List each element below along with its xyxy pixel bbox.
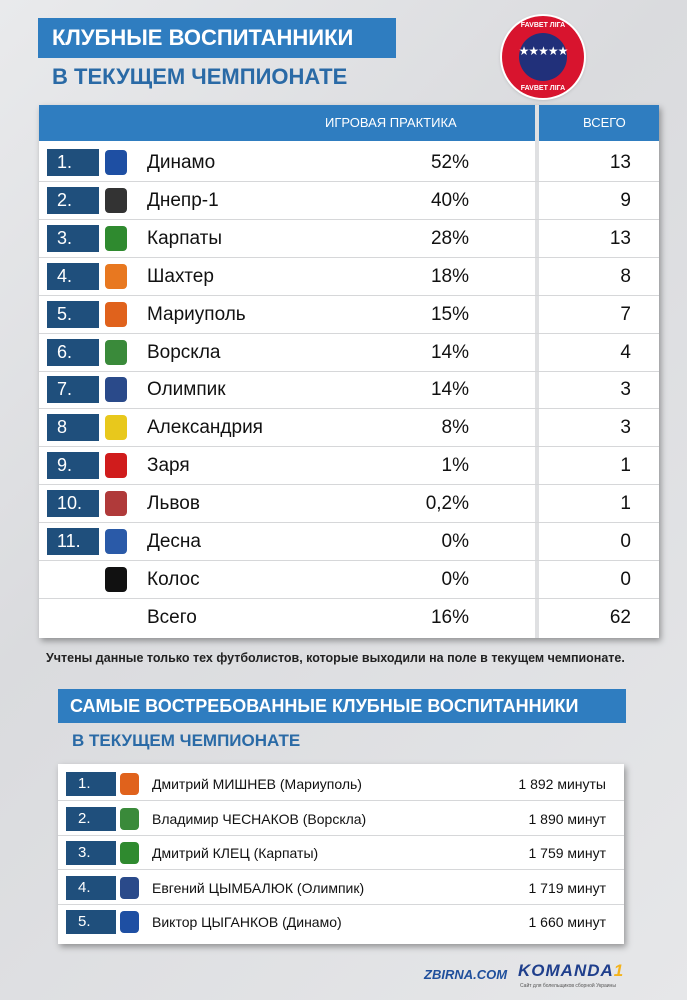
page-subtitle: В ТЕКУЩЕМ ЧЕМПИОНАТЕ	[52, 64, 348, 89]
page-title: КЛУБНЫЕ ВОСПИТАННИКИ	[38, 18, 396, 58]
rank-badge: 5.	[47, 301, 99, 328]
practice-value: 15%	[430, 303, 469, 325]
practice-value: 14%	[430, 379, 469, 401]
oleksandriya-crest	[105, 415, 127, 440]
table-row	[39, 220, 659, 258]
player-name: Дмитрий МИШНЕВ (Мариуполь)	[152, 776, 362, 792]
table-header	[39, 105, 535, 141]
rank-badge: 1.	[66, 772, 116, 796]
rank-badge: 7.	[47, 376, 99, 403]
practice-value: 0%	[441, 531, 469, 552]
table-row	[39, 447, 659, 485]
table-row	[39, 144, 659, 182]
table-row	[39, 409, 659, 447]
col-header-practice: ИГРОВАЯ ПРАКТИКА	[325, 115, 457, 130]
player-row	[58, 767, 624, 801]
rank-badge: 11.	[47, 528, 99, 555]
table-row	[39, 523, 659, 561]
total-value: 4	[620, 341, 631, 363]
stars-icon: ★★★★★	[518, 44, 568, 58]
table-row	[39, 334, 659, 372]
team-name: Карпаты	[147, 227, 222, 249]
logo-text-bottom: FAVBET ЛІГА	[520, 85, 566, 92]
table-row	[39, 371, 659, 409]
komanda-logo	[518, 961, 624, 981]
team-name: Шахтер	[147, 265, 214, 287]
footnote: Учтены данные только тех футболистов, которые выходили на поле в текущем чемпионате.	[46, 651, 625, 665]
rank-badge: 6.	[47, 339, 99, 366]
total-value: 13	[609, 227, 631, 249]
table-row	[39, 296, 659, 334]
table-row	[39, 182, 659, 220]
rank-badge: 8	[47, 414, 99, 441]
rank-badge: 3.	[47, 225, 99, 252]
mariupol-crest	[120, 773, 139, 795]
practice-value: 52%	[430, 152, 469, 173]
team-name: Динамо	[147, 152, 216, 173]
komanda-number: 1	[613, 961, 625, 980]
practice-value: 28%	[430, 227, 469, 249]
karpaty-crest	[120, 842, 139, 864]
minutes-value: 1 759 минут	[528, 845, 606, 861]
rank-badge: 3.	[66, 841, 116, 865]
section2-subtitle: В ТЕКУЩЕМ ЧЕМПИОНАТЕ	[72, 731, 301, 750]
team-name: Ворскла	[147, 341, 221, 363]
rank-badge: 2.	[66, 807, 116, 831]
dnipro-crest	[105, 188, 127, 213]
player-name: Евгений ЦЫМБАЛЮК (Олимпик)	[152, 879, 365, 896]
team-name: Десна	[147, 531, 201, 552]
rank-badge: 4.	[47, 263, 99, 290]
practice-value: 0%	[441, 568, 469, 590]
kolos-crest	[105, 567, 127, 592]
table-row	[39, 561, 659, 599]
desna-crest	[105, 529, 127, 554]
minutes-value: 1 892 минуты	[518, 776, 606, 792]
minutes-value: 1 719 минут	[528, 879, 606, 896]
komanda-text: KOMANDA	[518, 961, 614, 980]
olimpik-crest	[120, 877, 139, 899]
table-row	[39, 599, 659, 637]
olimpik-crest	[105, 377, 127, 402]
zorya-crest	[105, 453, 127, 478]
rank-badge: 4.	[66, 876, 116, 900]
total-value: 8	[620, 265, 631, 287]
dynamo-crest	[120, 911, 139, 933]
practice-value: 40%	[430, 189, 469, 211]
player-name: Владимир ЧЕСНАКОВ (Ворскла)	[152, 810, 367, 827]
rank-badge: 9.	[47, 452, 99, 479]
favbet-liga-logo	[502, 16, 584, 98]
practice-value: 0,2%	[425, 493, 469, 515]
shakhtar-crest	[105, 264, 127, 289]
practice-value: 8%	[441, 417, 469, 439]
lviv-crest	[105, 491, 127, 516]
team-name: Днепр-1	[147, 189, 219, 211]
player-row	[58, 905, 624, 939]
table-header-total	[539, 105, 659, 141]
total-value: 3	[620, 379, 631, 401]
total-value: 7	[620, 303, 631, 325]
total-value: 1	[620, 493, 631, 515]
team-name: Заря	[147, 455, 190, 477]
mariupol-crest	[105, 302, 127, 327]
total-value: 0	[620, 568, 631, 590]
practice-value: 16%	[430, 606, 469, 628]
total-value: 1	[620, 455, 631, 477]
logo-text-top: FAVBET ЛІГА	[520, 22, 566, 29]
team-name: Александрия	[147, 417, 263, 439]
player-row	[58, 802, 624, 836]
team-name: Мариуполь	[147, 303, 246, 325]
rank-badge: 2.	[47, 187, 99, 214]
vorskla-crest	[120, 808, 139, 830]
minutes-value: 1 890 минут	[528, 810, 606, 827]
practice-value: 1%	[441, 455, 469, 477]
rank-badge: 5.	[66, 910, 116, 934]
table-row	[39, 485, 659, 523]
practice-value: 18%	[430, 265, 469, 287]
total-value: 3	[620, 417, 631, 439]
clubs-table	[39, 105, 659, 638]
team-name: Колос	[147, 568, 200, 590]
team-name: Всего	[147, 606, 197, 628]
table-row	[39, 258, 659, 296]
col-header-total: ВСЕГО	[583, 115, 626, 130]
komanda-tagline: Сайт для болельщиков сборной Украины	[520, 983, 616, 989]
team-name: Олимпик	[147, 379, 226, 401]
total-value: 0	[620, 531, 631, 552]
player-row	[58, 836, 624, 870]
player-name: Виктор ЦЫГАНКОВ (Динамо)	[152, 914, 342, 930]
rank-badge: 10.	[47, 490, 99, 517]
karpaty-crest	[105, 226, 127, 251]
player-row	[58, 871, 624, 905]
zbirna-logo: ZBIRNA.COM	[424, 967, 508, 982]
players-table	[58, 764, 624, 944]
dynamo-crest	[105, 150, 127, 175]
total-value: 62	[609, 606, 631, 628]
team-name: Львов	[147, 493, 200, 515]
minutes-value: 1 660 минут	[528, 914, 606, 930]
player-name: Дмитрий КЛЕЦ (Карпаты)	[152, 845, 319, 861]
total-value: 9	[620, 189, 631, 211]
practice-value: 14%	[430, 341, 469, 363]
total-value: 13	[609, 152, 631, 173]
vorskla-crest	[105, 340, 127, 365]
section2-title: САМЫЕ ВОСТРЕБОВАННЫЕ КЛУБНЫЕ ВОСПИТАННИКИ	[58, 689, 626, 723]
rank-badge: 1.	[47, 149, 99, 176]
